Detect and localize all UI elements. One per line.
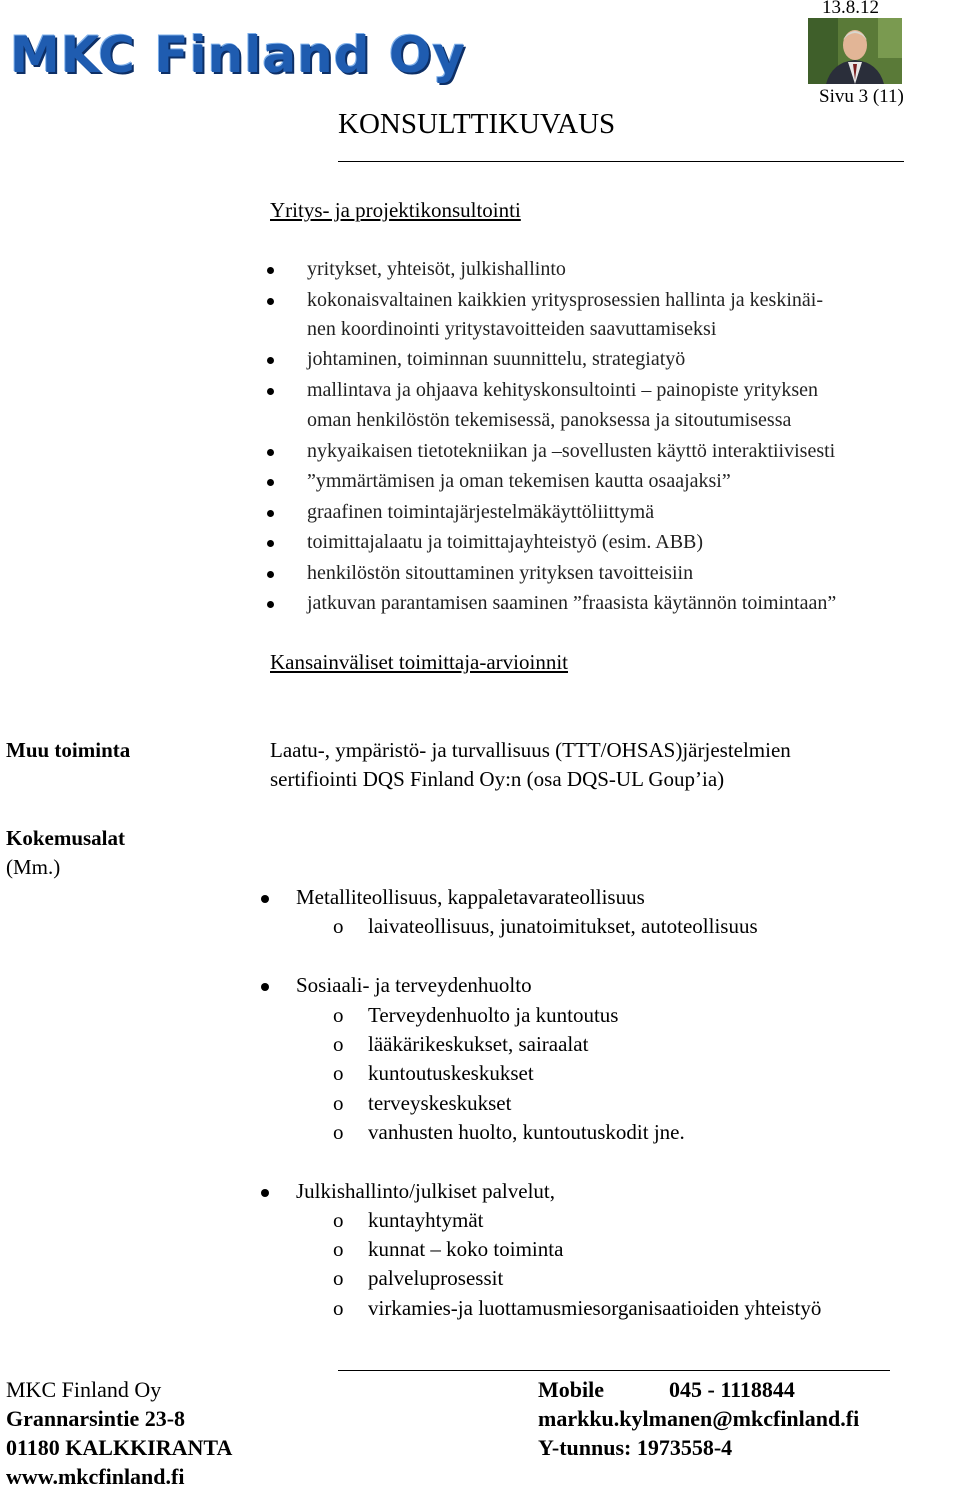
company-logo: MKC Finland Oy [10, 26, 467, 84]
document-date: 13.8.12 [822, 0, 879, 18]
experience-subitem: o kunnat – koko toiminta [333, 1237, 564, 1261]
experience-group-title: Metalliteollisuus, kappaletavarateollisuus [296, 885, 645, 909]
experience-subitem: o vanhusten huolto, kuntoutuskodit jne. [333, 1120, 685, 1144]
side-label-kokemusalat: Kokemusalat [6, 826, 126, 850]
section-heading: Yritys- ja projektikonsultointi [270, 198, 521, 222]
list-item-continuation: nen koordinointi yritystavoitteiden saavuttamiseksi [307, 318, 717, 340]
list-item: henkilöstön sitouttaminen yrityksen tavoitteisiin [307, 562, 694, 584]
list-item: nykyaikaisen tietotekniikan ja –sovellusten käyttö interaktiivisesti [307, 440, 836, 462]
experience-subitem: o laivateollisuus, junatoimitukset, autoteollisuus [333, 914, 758, 938]
experience-subitem: o virkamies-ja luottamusmiesorganisaatioiden yhteistyö [333, 1296, 822, 1320]
list-item: graafinen toimintajärjestelmäkäyttöliittymä [307, 501, 655, 523]
portrait-photo [808, 18, 902, 84]
footer-email: markku.kylmanen@mkcfinland.fi [538, 1406, 860, 1431]
muu-text-line: sertifiointi DQS Finland Oy:n (osa DQS-UL Goup’ia) [270, 767, 725, 791]
experience-subitem: o kuntoutuskeskukset [333, 1061, 534, 1085]
side-label-mm: (Mm.) [6, 855, 61, 879]
list-item-continuation: oman henkilöstön tekemisessä, panoksessa ja sitoutumisessa [307, 409, 792, 431]
experience-subitem: o kuntayhtymät [333, 1208, 484, 1232]
list-item: toimittajalaatu ja toimittajayhteistyö (esim. ABB) [307, 531, 704, 553]
footer-ytunnus: Y-tunnus: 1973558-4 [538, 1435, 733, 1460]
page-number: Sivu 3 (11) [819, 86, 904, 107]
list-item: ”ymmärtämisen ja oman tekemisen kautta osaajaksi” [307, 470, 731, 492]
document-title: KONSULTTIKUVAUS [338, 108, 616, 140]
list-item: jatkuvan parantamisen saaminen ”fraasista käytännön toimintaan” [307, 592, 837, 614]
list-item: johtaminen, toiminnan suunnittelu, strategiatyö [307, 348, 686, 370]
experience-group-title: Sosiaali- ja terveydenhuolto [296, 973, 532, 997]
footer-address: Grannarsintie 23-8 [6, 1406, 186, 1431]
muu-text-line: Laatu-, ympäristö- ja turvallisuus (TTT/OHSAS)järjestelmien [270, 738, 791, 762]
side-label-muu-toiminta: Muu toiminta [6, 738, 131, 762]
footer-postal: 01180 KALKKIRANTA [6, 1435, 233, 1460]
experience-subitem: o terveyskeskukset [333, 1091, 512, 1115]
footer-company: MKC Finland Oy [6, 1377, 162, 1402]
list-item: yritykset, yhteisöt, julkishallinto [307, 258, 566, 280]
footer-mobile-label: Mobile [538, 1377, 604, 1402]
header-divider [338, 161, 904, 162]
list-item: mallintava ja ohjaava kehityskonsultointi – painopiste yrityksen [307, 379, 819, 401]
experience-subitem: o palveluprosessit [333, 1266, 504, 1290]
list-item: kokonaisvaltainen kaikkien yritysprosessien hallinta ja keskinäi- [307, 289, 823, 311]
experience-group-title: Julkishallinto/julkiset palvelut, [296, 1179, 555, 1203]
experience-subitem: o lääkärikeskukset, sairaalat [333, 1032, 589, 1056]
footer-mobile-number: 045 - 1118844 [669, 1377, 795, 1402]
footer-divider [338, 1370, 890, 1371]
footer-website: www.mkcfinland.fi [6, 1464, 185, 1489]
section-heading: Kansainväliset toimittaja-arvioinnit [270, 650, 569, 674]
experience-subitem: o Terveydenhuolto ja kuntoutus [333, 1003, 619, 1027]
